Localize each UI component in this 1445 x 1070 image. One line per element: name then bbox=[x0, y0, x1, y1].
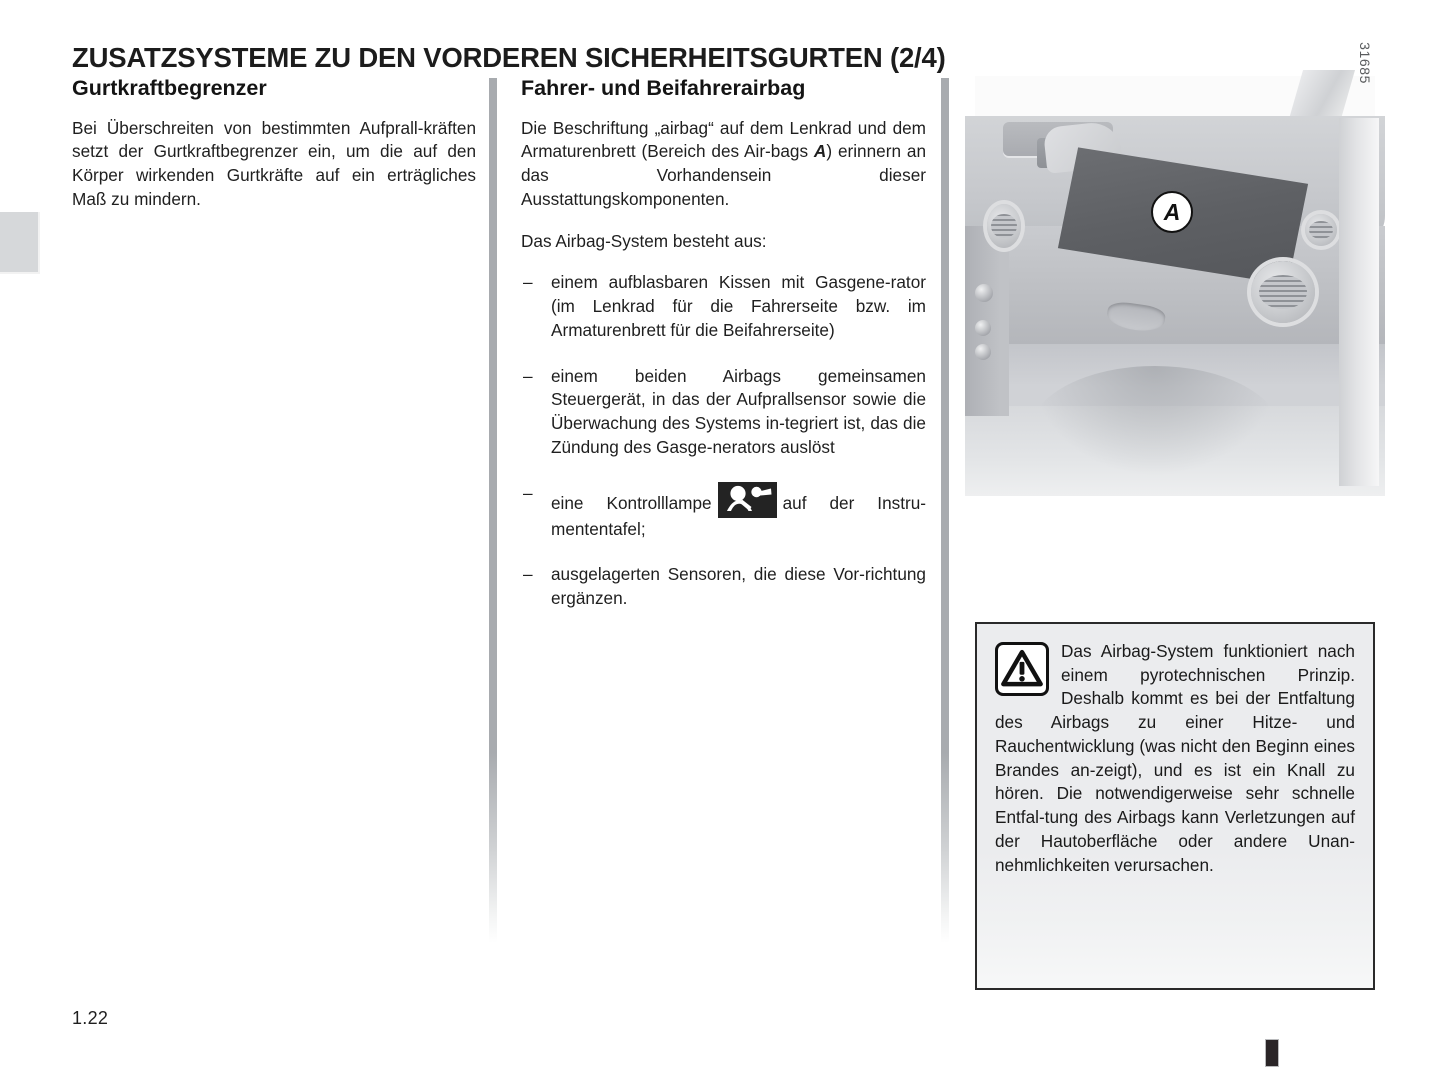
air-vent-left bbox=[987, 204, 1021, 248]
airbag-area-marker: A bbox=[813, 141, 827, 162]
section-edge-tab bbox=[0, 212, 40, 274]
left-column bbox=[72, 76, 476, 212]
column-divider-2 bbox=[941, 78, 949, 943]
middle-column-heading: Fahrer- und Beifahrerairbag bbox=[521, 76, 806, 100]
warning-box bbox=[975, 622, 1375, 990]
list-dash: – bbox=[523, 365, 533, 386]
list-dash: – bbox=[523, 564, 533, 585]
air-vent-far-right bbox=[1305, 214, 1337, 246]
vent-slats bbox=[1259, 275, 1308, 310]
list-item-text: einem aufblasbaren Kissen mit Gasgene-rator (im Lenkrad für die Fahrerseite bzw. im Armaturenbrett für die Beifahrerseite) bbox=[551, 272, 926, 340]
list-item bbox=[521, 271, 926, 342]
dashboard-passenger-airbag-photo bbox=[975, 42, 1375, 476]
list-item-text-before-icon: eine Kontrolllampe bbox=[551, 492, 712, 513]
list-item-text: ausgelagerten Sensoren, die diese Vor-richtung ergänzen. bbox=[551, 564, 926, 608]
left-column-paragraph: Bei Überschreiten von bestimmten Aufprall-kräften setzt der Gurtkraftbegrenzer ein, um die auf den Körper wirkenden Gurtkräfte auf ein erträgliches Maß zu mindern. bbox=[72, 117, 476, 209]
console-knob bbox=[975, 320, 991, 336]
callout-marker-a: A bbox=[1151, 191, 1193, 233]
page-title: ZUSATZSYSTEME ZU DEN VORDEREN SICHERHEITSGURTEN (2/4) bbox=[72, 42, 946, 74]
console-knob bbox=[975, 344, 991, 360]
airbag-intro-part-2: ) erinnern an das Vorhandensein dieser Ausstattungskomponenten. bbox=[521, 141, 927, 209]
warning-text: Das Airbag-System funktioniert nach einem pyrotechnischen Prinzip. Deshalb kommt es bei der Entfaltung des Airbags zu einer Hitze- und Rauchentwicklung (was nicht den Beginn eines Brandes an-zeigt), und es ist ein Knall zu hören. Die notwendigerweise sehr schnelle Entfal-tung des Airbags kann Verletzungen auf der Hautoberfläche oder andere Unan-nehmlichkeiten verursachen. bbox=[995, 641, 1355, 875]
column-divider-1 bbox=[489, 78, 497, 943]
airbag-intro-paragraph bbox=[521, 117, 926, 212]
list-item-text-after-icon: auf der Instru-mententafel; bbox=[551, 492, 926, 539]
vent-slats bbox=[991, 214, 1017, 239]
middle-column bbox=[521, 76, 926, 611]
list-item bbox=[521, 365, 926, 460]
vent-slats bbox=[1309, 221, 1333, 239]
left-column-heading: Gurtkraftbegrenzer bbox=[72, 76, 267, 100]
list-dash: – bbox=[523, 482, 533, 503]
airbag-system-lead-in: Das Airbag-System besteht aus: bbox=[521, 230, 767, 251]
page-corner-mark bbox=[1265, 1039, 1279, 1067]
list-item-text: einem beiden Airbags gemeinsamen Steuergerät, in das der Aufprallsensor sowie die Überwachung des Systems in-tegriert ist, das die Zündung des Gasge-nerators auslöst bbox=[551, 365, 926, 457]
warning-triangle-icon bbox=[995, 642, 1049, 696]
right-column bbox=[975, 42, 1375, 476]
air-vent-right bbox=[1251, 261, 1315, 323]
page-number: 1.22 bbox=[72, 1008, 109, 1028]
photo-reference-number: 31685 bbox=[1357, 42, 1373, 84]
airbag-components-list bbox=[521, 271, 926, 610]
list-dash: – bbox=[523, 272, 533, 293]
door-trim-edge bbox=[1339, 118, 1379, 486]
console-knob bbox=[975, 284, 993, 302]
airbag-intro-part-1: Die Beschriftung „airbag“ auf dem Lenkrad und dem Armaturenbrett (Bereich des Air-bags bbox=[521, 117, 926, 162]
list-item bbox=[521, 563, 926, 610]
airbag-telltale-icon bbox=[718, 482, 777, 518]
list-item bbox=[521, 482, 926, 542]
